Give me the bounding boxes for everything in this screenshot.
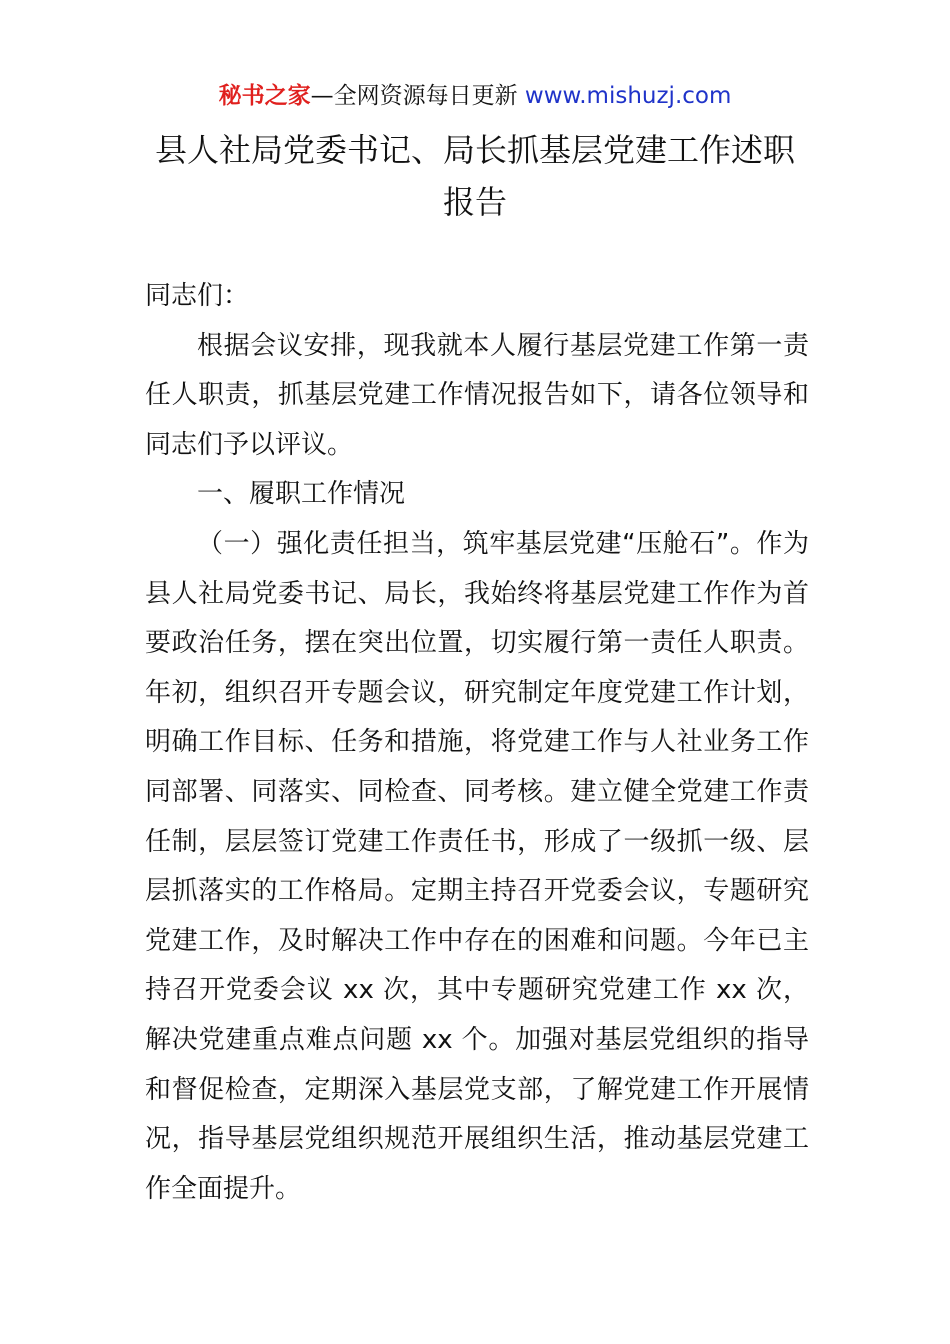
brand-name: 秘书之家 <box>218 83 311 109</box>
site-header <box>0 80 950 112</box>
document-body <box>145 272 809 1214</box>
document-title: 县人社局党委书记、局长抓基层党建工作述职报告 <box>154 131 795 221</box>
salutation: 同志们： <box>145 281 250 311</box>
paragraph-section-1: （一）强化责任担当，筑牢基层党建“压舱石”。作为县人社局党委书记、局长，我始终将基层党建工作作为首要政治任务，摆在突出位置，切实履行第一责任人职责。年初，组织召开专题会议，研究制定年度党建工作计划，明确工作目标、任务和措施，将党建工作与人社业务工作同部署、同落实、同检查、同考核。建立健全党建工作责任制，层层签订党建工作责任书，形成了一级抓一级、层层抓落实的工作格局。定期主持召开党委会议，专题研究党建工作，及时解决工作中存在的困难和问题。今年已主持召开党委会议 xx 次，其中专题研究党建工作 xx 次，解决党建重点难点问题 xx 个。加强对基层党组织的指导和督促检查，定期深入基层党支部，了解党建工作开展情况，指导基层党组织规范开展组织生活，推动基层党建工作全面提升。 <box>145 528 809 1204</box>
site-url-link[interactable]: www.mishuzj.com <box>524 83 732 109</box>
header-tagline: —全网资源每日更新 <box>310 83 525 109</box>
section-heading: 一、履职工作情况 <box>197 479 406 510</box>
paragraph-intro: 根据会议安排，现我就本人履行基层党建工作第一责任人职责，抓基层党建工作情况报告如下，请各位领导和同志们予以评议。 <box>145 330 809 460</box>
